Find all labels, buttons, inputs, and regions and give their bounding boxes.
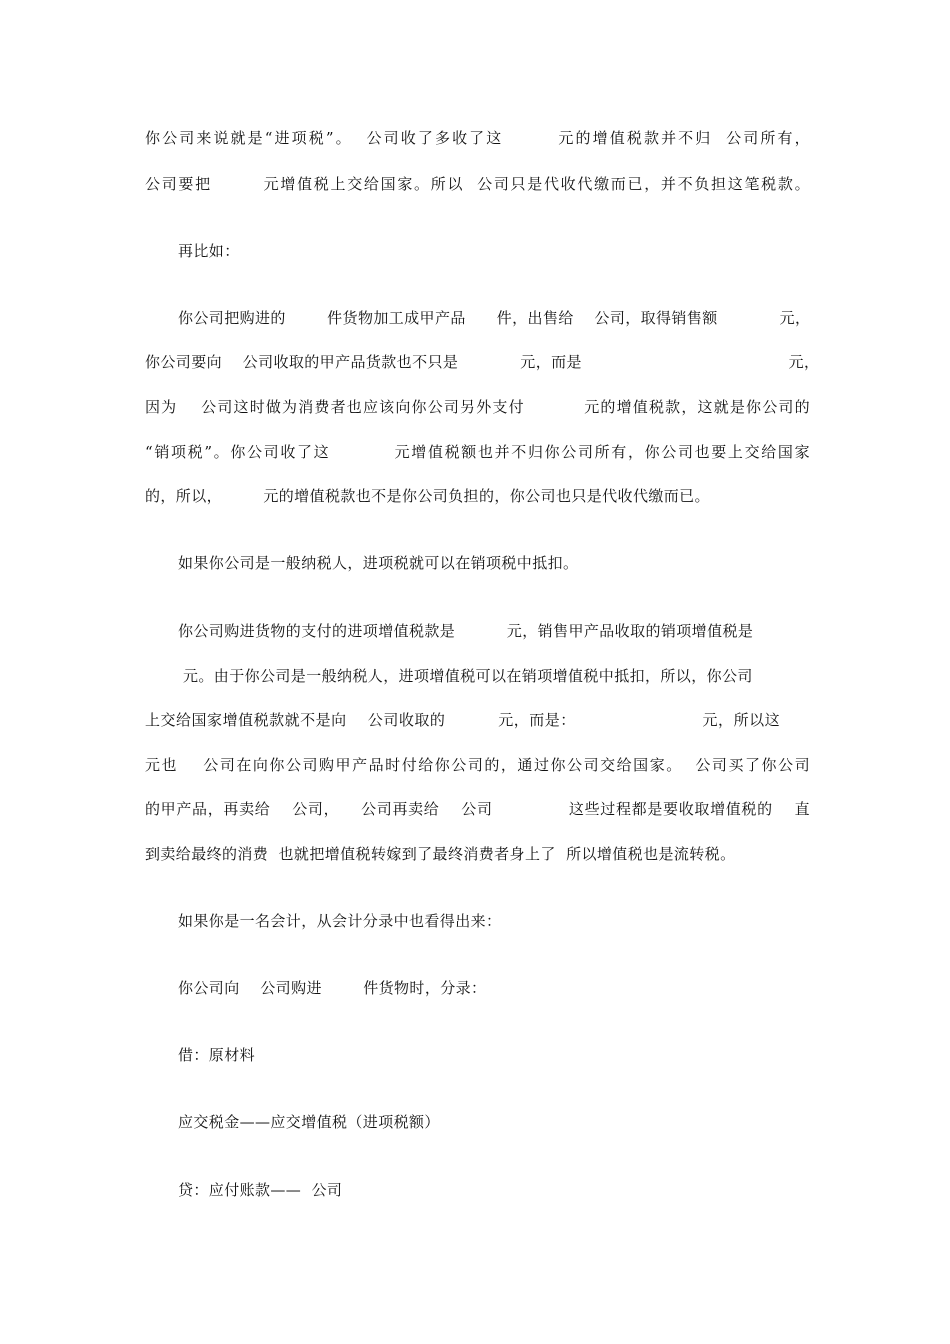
paragraph-line-8: 的，所以， 元的增值税款也不是你公司负担的，你公司也只是代收代缴而已。	[145, 487, 710, 505]
paragraph-line-3: 再比如：	[178, 242, 240, 260]
paragraph-line-12: 上交给国家增值税款就不是向 公司收取的 元，而是： 元，所以这	[145, 711, 780, 729]
paragraph-line-9: 如果你公司是一般纳税人，进项税就可以在销项税中抵扣。	[178, 554, 579, 572]
paragraph-line-2: 公司要把 元增值税上交给国家。所以 公司只是代收代缴而已，并不负担这笔税款。	[145, 175, 810, 193]
paragraph-line-15: 到卖给最终的消费 也就把增值税转嫁到了最终消费者身上了 所以增值税也是流转税。	[145, 845, 736, 863]
paragraph-line-1: 你公司来说就是“进项税”。 公司收了多收了这 元的增值税款并不归 公司所有，	[145, 129, 810, 147]
journal-entry-credit: 贷：应付账款—— 公司	[178, 1181, 343, 1199]
journal-entry-debit: 借：原材料	[178, 1046, 256, 1064]
paragraph-line-16: 如果你是一名会计，从会计分录中也看得出来：	[178, 912, 502, 930]
paragraph-line-5: 你公司要向 公司收取的甲产品货款也不只是 元，而是 元，	[145, 353, 820, 371]
paragraph-line-10: 你公司购进货物的支付的进项增值税款是 元，销售甲产品收取的销项增值税是	[178, 622, 754, 640]
paragraph-line-14: 的甲产品，再卖给 公司， 公司再卖给 公司 这些过程都是要收取增值税的 直	[145, 800, 810, 818]
paragraph-line-7: “销项税”。你公司收了这 元增值税额也并不归你公司所有，你公司也要上交给国家	[145, 443, 810, 461]
paragraph-line-6: 因为 公司这时做为消费者也应该向你公司另外支付 元的增值税款，这就是你公司的	[145, 398, 810, 416]
paragraph-line-11: 元。由于你公司是一般纳税人，进项增值税可以在销项增值税中抵扣，所以，你公司	[183, 667, 753, 685]
paragraph-line-17: 你公司向 公司购进 件货物时，分录：	[178, 979, 487, 997]
paragraph-line-13: 元也 公司在向你公司购甲产品时付给你公司的，通过你公司交给国家。 公司买了你公司	[145, 756, 810, 774]
journal-entry-tax: 应交税金——应交增值税（进项税额）	[178, 1113, 440, 1131]
paragraph-line-4: 你公司把购进的 件货物加工成甲产品 件，出售给 公司，取得销售额 元，	[178, 309, 811, 327]
